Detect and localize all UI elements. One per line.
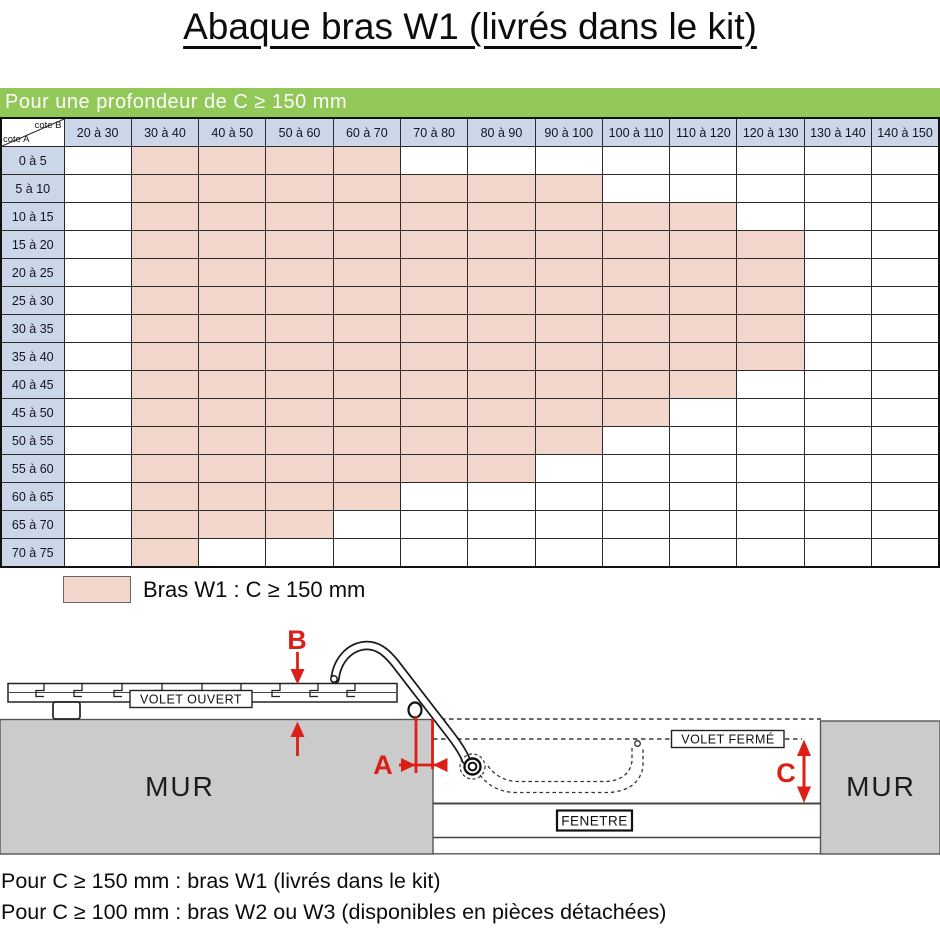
cell-empty — [64, 259, 131, 287]
cell-empty — [804, 147, 871, 175]
cell-bras-w1 — [468, 343, 535, 371]
cell-empty — [737, 175, 804, 203]
cell-bras-w1 — [602, 287, 669, 315]
cell-bras-w1 — [199, 203, 266, 231]
cell-bras-w1 — [535, 399, 602, 427]
page-title: Abaque bras W1 (livrés dans le kit) — [183, 6, 757, 47]
cell-bras-w1 — [737, 343, 804, 371]
cell-bras-w1 — [199, 175, 266, 203]
cell-bras-w1 — [131, 259, 198, 287]
cell-bras-w1 — [266, 343, 333, 371]
table-row — [1, 455, 939, 483]
mur-right-label: MUR — [846, 771, 916, 802]
dim-a-label: A — [373, 750, 393, 780]
fenetre-label: FENETRE — [561, 813, 628, 829]
cell-bras-w1 — [131, 539, 198, 568]
cell-empty — [400, 483, 467, 511]
cell-bras-w1 — [333, 203, 400, 231]
corner-cote-b: cote B — [34, 120, 62, 131]
cell-bras-w1 — [199, 343, 266, 371]
col-header: 100 à 110 — [602, 118, 669, 147]
cell-bras-w1 — [131, 231, 198, 259]
cell-empty — [64, 175, 131, 203]
cell-bras-w1 — [535, 175, 602, 203]
cell-empty — [400, 511, 467, 539]
cell-empty — [872, 427, 939, 455]
cell-bras-w1 — [131, 483, 198, 511]
cell-empty — [468, 539, 535, 568]
cell-bras-w1 — [670, 231, 737, 259]
cell-empty — [670, 455, 737, 483]
cell-empty — [872, 511, 939, 539]
cell-empty — [737, 539, 804, 568]
cell-bras-w1 — [602, 231, 669, 259]
cell-empty — [737, 455, 804, 483]
cell-empty — [670, 399, 737, 427]
cell-bras-w1 — [131, 287, 198, 315]
volet-ouvert-tag — [130, 691, 252, 708]
col-header: 120 à 130 — [737, 118, 804, 147]
cell-bras-w1 — [400, 203, 467, 231]
table-row — [1, 259, 939, 287]
volet-ferme-label: VOLET FERMÉ — [681, 732, 775, 747]
cell-bras-w1 — [266, 287, 333, 315]
cell-bras-w1 — [400, 259, 467, 287]
cell-empty — [468, 511, 535, 539]
corner-cell — [1, 118, 64, 147]
cell-bras-w1 — [266, 483, 333, 511]
cell-bras-w1 — [266, 231, 333, 259]
row-header: 45 à 50 — [1, 399, 64, 427]
cell-bras-w1 — [199, 427, 266, 455]
cell-empty — [64, 147, 131, 175]
cell-bras-w1 — [468, 399, 535, 427]
table-row — [1, 371, 939, 399]
cell-empty — [64, 427, 131, 455]
shutter-diagram — [0, 610, 940, 860]
col-header: 110 à 120 — [670, 118, 737, 147]
cell-empty — [602, 511, 669, 539]
cell-empty — [64, 455, 131, 483]
cell-bras-w1 — [468, 231, 535, 259]
cell-bras-w1 — [333, 287, 400, 315]
volet-ouvert-label: VOLET OUVERT — [139, 692, 243, 707]
cell-bras-w1 — [535, 315, 602, 343]
col-header: 50 à 60 — [266, 118, 333, 147]
cell-empty — [64, 539, 131, 568]
cell-bras-w1 — [266, 147, 333, 175]
cell-bras-w1 — [670, 287, 737, 315]
cell-bras-w1 — [131, 399, 198, 427]
cell-bras-w1 — [737, 287, 804, 315]
cell-bras-w1 — [468, 427, 535, 455]
cell-bras-w1 — [602, 343, 669, 371]
cell-bras-w1 — [535, 371, 602, 399]
cell-bras-w1 — [535, 259, 602, 287]
arm-eye — [331, 676, 337, 682]
cell-empty — [670, 511, 737, 539]
cell-bras-w1 — [468, 315, 535, 343]
cell-empty — [804, 399, 871, 427]
cell-bras-w1 — [199, 315, 266, 343]
cell-bras-w1 — [131, 371, 198, 399]
cell-empty — [199, 539, 266, 568]
arm-closed-dashed — [480, 748, 643, 793]
table-row — [1, 539, 939, 568]
cell-bras-w1 — [266, 203, 333, 231]
cell-empty — [535, 539, 602, 568]
cell-bras-w1 — [131, 315, 198, 343]
pivot-pin-top — [409, 703, 422, 718]
cell-bras-w1 — [535, 343, 602, 371]
cell-empty — [64, 371, 131, 399]
cell-empty — [535, 147, 602, 175]
cell-bras-w1 — [333, 231, 400, 259]
cell-bras-w1 — [266, 315, 333, 343]
cell-bras-w1 — [535, 231, 602, 259]
cell-empty — [333, 511, 400, 539]
cell-bras-w1 — [535, 203, 602, 231]
cell-bras-w1 — [468, 175, 535, 203]
cell-empty — [535, 483, 602, 511]
cell-empty — [602, 427, 669, 455]
cell-bras-w1 — [400, 343, 467, 371]
cell-bras-w1 — [199, 511, 266, 539]
cell-empty — [64, 483, 131, 511]
cell-empty — [333, 539, 400, 568]
table-row — [1, 343, 939, 371]
cell-empty — [872, 399, 939, 427]
cell-empty — [872, 539, 939, 568]
volet-ferme-tag — [672, 731, 785, 748]
col-header: 90 à 100 — [535, 118, 602, 147]
cell-bras-w1 — [266, 511, 333, 539]
cell-empty — [64, 203, 131, 231]
note-line-1: Pour C ≥ 150 mm : bras W1 (livrés dans le kit) — [1, 869, 441, 893]
cell-empty — [804, 315, 871, 343]
cell-bras-w1 — [737, 231, 804, 259]
cell-empty — [804, 259, 871, 287]
table-row — [1, 315, 939, 343]
cell-bras-w1 — [602, 371, 669, 399]
cell-empty — [804, 203, 871, 231]
col-header: 20 à 30 — [64, 118, 131, 147]
cell-empty — [872, 483, 939, 511]
cell-empty — [670, 539, 737, 568]
cell-bras-w1 — [737, 259, 804, 287]
cell-empty — [804, 231, 871, 259]
dim-c-label: C — [776, 758, 796, 788]
table-row — [1, 399, 939, 427]
row-header: 60 à 65 — [1, 483, 64, 511]
arm-closed-eye — [635, 741, 641, 747]
cell-empty — [737, 147, 804, 175]
cell-bras-w1 — [468, 203, 535, 231]
row-header: 20 à 25 — [1, 259, 64, 287]
cell-bras-w1 — [670, 203, 737, 231]
cell-bras-w1 — [199, 259, 266, 287]
corner-cote-a: cote A — [3, 134, 30, 145]
cell-empty — [872, 287, 939, 315]
cell-empty — [804, 371, 871, 399]
cell-empty — [804, 539, 871, 568]
cell-empty — [602, 539, 669, 568]
row-header: 65 à 70 — [1, 511, 64, 539]
cell-empty — [670, 175, 737, 203]
cell-empty — [737, 483, 804, 511]
cell-empty — [64, 511, 131, 539]
cell-empty — [64, 231, 131, 259]
cell-empty — [64, 343, 131, 371]
cell-empty — [400, 539, 467, 568]
cell-bras-w1 — [333, 343, 400, 371]
cell-bras-w1 — [602, 259, 669, 287]
cell-empty — [872, 259, 939, 287]
cell-bras-w1 — [400, 399, 467, 427]
condition-banner: Pour une profondeur de C ≥ 150 mm — [0, 88, 940, 117]
cell-bras-w1 — [400, 455, 467, 483]
cell-bras-w1 — [131, 455, 198, 483]
cell-bras-w1 — [602, 399, 669, 427]
cell-empty — [535, 455, 602, 483]
cell-bras-w1 — [266, 427, 333, 455]
cell-bras-w1 — [468, 287, 535, 315]
cell-bras-w1 — [468, 259, 535, 287]
cell-empty — [872, 231, 939, 259]
cell-bras-w1 — [602, 315, 669, 343]
cell-bras-w1 — [602, 203, 669, 231]
cell-bras-w1 — [199, 399, 266, 427]
legend-label: Bras W1 : C ≥ 150 mm — [143, 576, 366, 602]
cell-empty — [737, 203, 804, 231]
cell-empty — [266, 539, 333, 568]
table-row — [1, 483, 939, 511]
cell-empty — [872, 315, 939, 343]
notes — [1, 866, 666, 928]
cell-bras-w1 — [535, 427, 602, 455]
cell-bras-w1 — [737, 315, 804, 343]
cell-empty — [468, 147, 535, 175]
cell-bras-w1 — [670, 259, 737, 287]
col-header: 60 à 70 — [333, 118, 400, 147]
table-row — [1, 147, 939, 175]
row-header: 15 à 20 — [1, 231, 64, 259]
cell-bras-w1 — [131, 203, 198, 231]
cell-empty — [737, 371, 804, 399]
cell-bras-w1 — [400, 371, 467, 399]
cell-bras-w1 — [131, 175, 198, 203]
cell-bras-w1 — [199, 483, 266, 511]
cell-bras-w1 — [333, 175, 400, 203]
cell-bras-w1 — [670, 371, 737, 399]
cell-empty — [804, 287, 871, 315]
cell-bras-w1 — [266, 371, 333, 399]
cell-empty — [737, 399, 804, 427]
dim-c — [797, 740, 811, 804]
row-header: 10 à 15 — [1, 203, 64, 231]
cell-bras-w1 — [266, 175, 333, 203]
cell-bras-w1 — [199, 371, 266, 399]
cell-bras-w1 — [131, 427, 198, 455]
row-header: 50 à 55 — [1, 427, 64, 455]
cell-bras-w1 — [333, 399, 400, 427]
row-header: 55 à 60 — [1, 455, 64, 483]
cell-bras-w1 — [333, 147, 400, 175]
col-header: 140 à 150 — [872, 118, 939, 147]
note-line-2: Pour C ≥ 100 mm : bras W2 ou W3 (disponibles en pièces détachées) — [1, 900, 667, 924]
table-row — [1, 231, 939, 259]
cell-bras-w1 — [131, 147, 198, 175]
cell-empty — [872, 455, 939, 483]
cell-bras-w1 — [333, 315, 400, 343]
cell-bras-w1 — [400, 175, 467, 203]
cell-bras-w1 — [333, 371, 400, 399]
cell-empty — [535, 511, 602, 539]
cell-empty — [64, 287, 131, 315]
cell-empty — [872, 147, 939, 175]
row-header: 30 à 35 — [1, 315, 64, 343]
row-header: 25 à 30 — [1, 287, 64, 315]
cell-bras-w1 — [333, 455, 400, 483]
cell-empty — [872, 371, 939, 399]
col-header: 80 à 90 — [468, 118, 535, 147]
cell-empty — [804, 455, 871, 483]
cell-bras-w1 — [266, 455, 333, 483]
row-header: 5 à 10 — [1, 175, 64, 203]
cell-bras-w1 — [400, 315, 467, 343]
dim-b-label: B — [287, 625, 307, 655]
cell-bras-w1 — [535, 287, 602, 315]
cell-empty — [602, 455, 669, 483]
cell-empty — [804, 427, 871, 455]
cell-empty — [468, 483, 535, 511]
cell-empty — [872, 203, 939, 231]
legend-swatch — [63, 576, 131, 603]
shutter-stop-bracket — [53, 702, 80, 719]
cell-empty — [804, 511, 871, 539]
mur-left-label: MUR — [145, 771, 215, 802]
cell-bras-w1 — [400, 231, 467, 259]
cell-bras-w1 — [400, 287, 467, 315]
row-header: 0 à 5 — [1, 147, 64, 175]
cell-empty — [602, 483, 669, 511]
col-header: 70 à 80 — [400, 118, 467, 147]
cell-empty — [737, 427, 804, 455]
abaque-table — [0, 117, 940, 568]
row-header: 70 à 75 — [1, 539, 64, 568]
cell-empty — [872, 175, 939, 203]
table-row — [1, 427, 939, 455]
cell-bras-w1 — [333, 427, 400, 455]
cell-bras-w1 — [266, 259, 333, 287]
cell-empty — [804, 175, 871, 203]
cell-bras-w1 — [468, 455, 535, 483]
cell-empty — [804, 343, 871, 371]
cell-bras-w1 — [266, 399, 333, 427]
cell-bras-w1 — [131, 343, 198, 371]
cell-empty — [602, 175, 669, 203]
cell-bras-w1 — [199, 147, 266, 175]
legend — [63, 576, 365, 603]
cell-bras-w1 — [670, 315, 737, 343]
cell-empty — [670, 147, 737, 175]
row-header: 35 à 40 — [1, 343, 64, 371]
col-header: 130 à 140 — [804, 118, 871, 147]
cell-empty — [670, 427, 737, 455]
cell-bras-w1 — [670, 343, 737, 371]
table-row — [1, 175, 939, 203]
cell-bras-w1 — [333, 259, 400, 287]
cell-bras-w1 — [333, 483, 400, 511]
col-header: 30 à 40 — [131, 118, 198, 147]
fenetre-tag — [557, 811, 632, 831]
row-header: 40 à 45 — [1, 371, 64, 399]
cell-empty — [64, 399, 131, 427]
cell-empty — [872, 343, 939, 371]
cell-bras-w1 — [131, 511, 198, 539]
cell-empty — [602, 147, 669, 175]
wall-left — [0, 720, 433, 855]
table-row — [1, 287, 939, 315]
cell-bras-w1 — [199, 287, 266, 315]
cell-bras-w1 — [468, 371, 535, 399]
col-header: 40 à 50 — [199, 118, 266, 147]
cell-empty — [400, 147, 467, 175]
table-row — [1, 203, 939, 231]
cell-empty — [670, 483, 737, 511]
cell-empty — [737, 511, 804, 539]
cell-empty — [64, 315, 131, 343]
table-row — [1, 511, 939, 539]
cell-bras-w1 — [199, 231, 266, 259]
cell-empty — [804, 483, 871, 511]
cell-bras-w1 — [199, 455, 266, 483]
cell-bras-w1 — [400, 427, 467, 455]
